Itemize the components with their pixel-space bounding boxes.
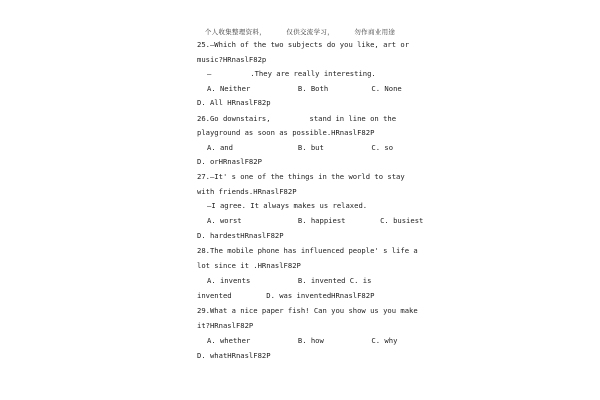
q27-option-d: D. hardestHRnaslF82P xyxy=(197,231,284,240)
q27-options-abc: A. worst B. happiest C. busiest xyxy=(207,216,424,225)
q25-options-abc: A. Neither B. Both C. None xyxy=(207,84,402,93)
q27-dialogue: —I agree. It always makes us relaxed. xyxy=(207,201,368,210)
q26-option-d: D. orHRnaslF82P xyxy=(197,157,262,166)
q28-stem-line-2: lot since it .HRnaslF82P xyxy=(197,261,301,270)
q26-options-abc: A. and B. but C. so xyxy=(207,143,394,152)
q27-stem-line-2: with friends.HRnaslF82P xyxy=(197,187,297,196)
q29-options-abc: A. whether B. how C. why xyxy=(207,336,398,345)
q29-stem-line-1: 29.What a nice paper fish! Can you show us you make xyxy=(197,306,418,315)
page-header xyxy=(0,27,600,36)
header-text-2: 仅供交流学习， xyxy=(286,28,334,36)
q28-stem-line-1: 28.The mobile phone has influenced people' s life a xyxy=(197,246,418,255)
q25-dialogue: — .They are really interesting. xyxy=(207,69,376,78)
q28-option-d: invented D. was inventedHRnaslF82P xyxy=(197,291,375,300)
q26-stem-line-2: playground as soon as possible.HRnaslF82P xyxy=(197,128,375,137)
q25-stem-line-2: music?HRnaslF82p xyxy=(197,55,267,64)
header-text-1: 个人收集整理资料， xyxy=(204,28,267,36)
q29-option-d: D. whatHRnaslF82P xyxy=(197,351,271,360)
q27-stem-line-1: 27.—It' s one of the things in the world to stay xyxy=(197,172,405,181)
q26-stem-line-1: 26.Go downstairs, stand in line on the xyxy=(197,114,397,123)
q25-option-d: D. All HRnaslF82p xyxy=(197,98,271,107)
header-text-3: 勿作商业用途 xyxy=(354,28,396,36)
q29-stem-line-2: it?HRnaslF82P xyxy=(197,321,254,330)
q28-options-abc: A. invents B. invented C. is xyxy=(207,276,372,285)
q25-stem-line-1: 25.—Which of the two subjects do you like, art or xyxy=(197,40,410,49)
